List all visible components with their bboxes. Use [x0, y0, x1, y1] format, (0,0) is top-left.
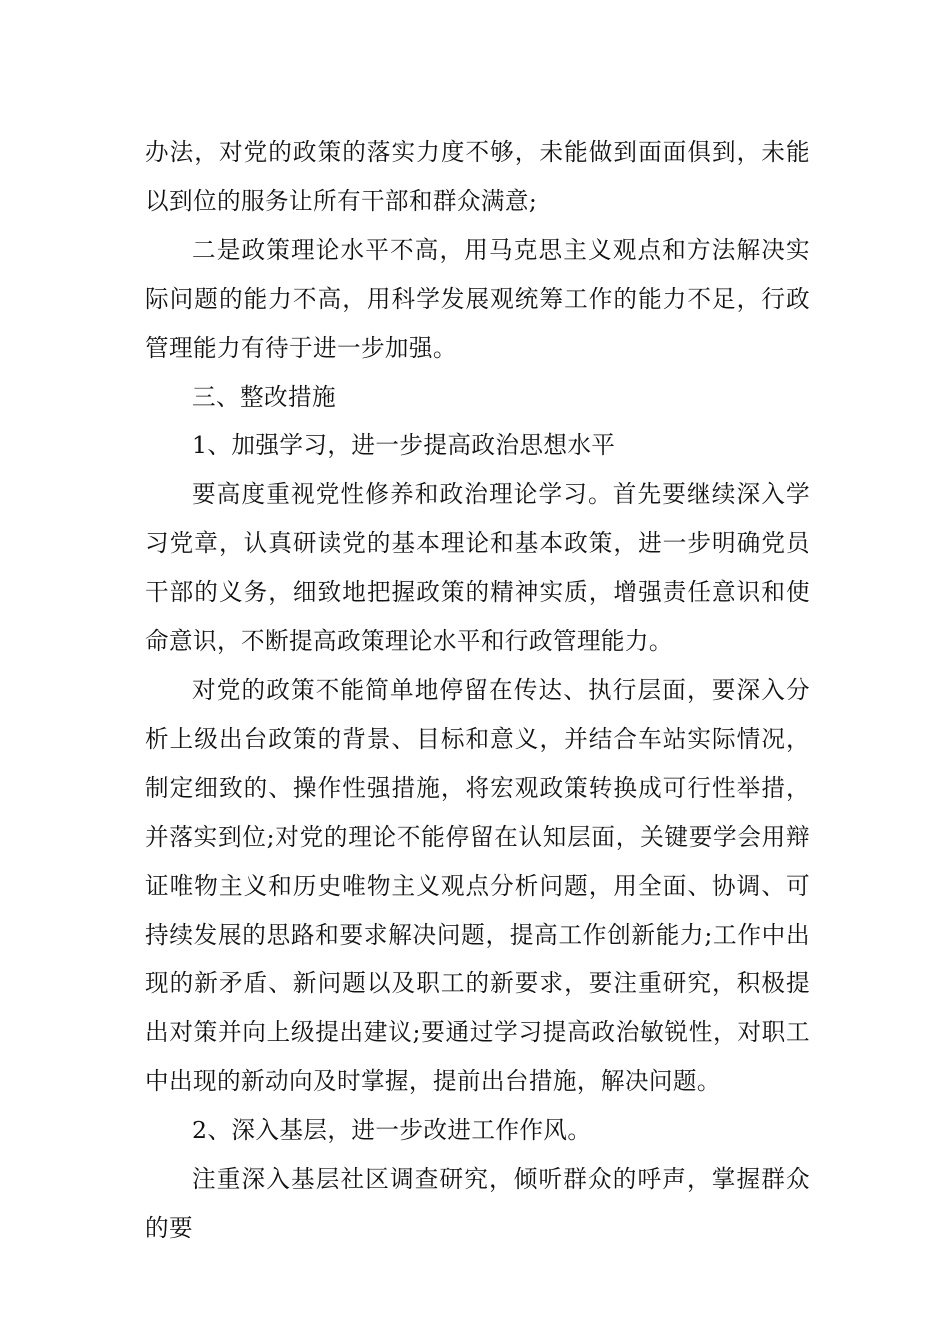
paragraph-3: 要高度重视党性修养和政治理论学习。首先要继续深入学习党章，认真研读党的基本理论和基本政策，进一步明确党员干部的义务，细致地把握政策的精神实质，增强责任意识和使命意识，不断提高政策理论水平和行政管理能力。	[145, 480, 810, 656]
paragraph-1: 办法，对党的政策的落实力度不够，未能做到面面俱到，未能以到位的服务让所有干部和群众满意;	[145, 138, 810, 215]
paragraph-2: 二是政策理论水平不高，用马克思主义观点和方法解决实际问题的能力不高，用科学发展观统筹工作的能力不足，行政管理能力有待于进一步加强。	[145, 235, 810, 362]
section-heading: 三、整改措施	[192, 382, 336, 411]
paragraph-5: 注重深入基层社区调查研究，倾听群众的呼声，掌握群众的要	[145, 1165, 810, 1242]
subheading-1: 1、加强学习，进一步提高政治思想水平	[192, 431, 616, 460]
subheading-2: 2、深入基层，进一步改进工作作风。	[192, 1116, 592, 1145]
document-body	[145, 128, 810, 1253]
paragraph-4: 对党的政策不能简单地停留在传达、执行层面，要深入分析上级出台政策的背景、目标和意义，并结合车站实际情况，制定细致的、操作性强措施，将宏观政策转换成可行性举措，并落实到位;对党的理论不能停留在认知层面，关键要学会用辩证唯物主义和历史唯物主义观点分析问题，用全面、协调、可持续发展的思路和要求解决问题，提高工作创新能力;工作中出现的新矛盾、新问题以及职工的新要求，要注重研究，积极提出对策并向上级提出建议;要通过学习提高政治敏锐性，对职工中出现的新动向及时掌握，提前出台措施，解决问题。	[145, 675, 810, 1096]
